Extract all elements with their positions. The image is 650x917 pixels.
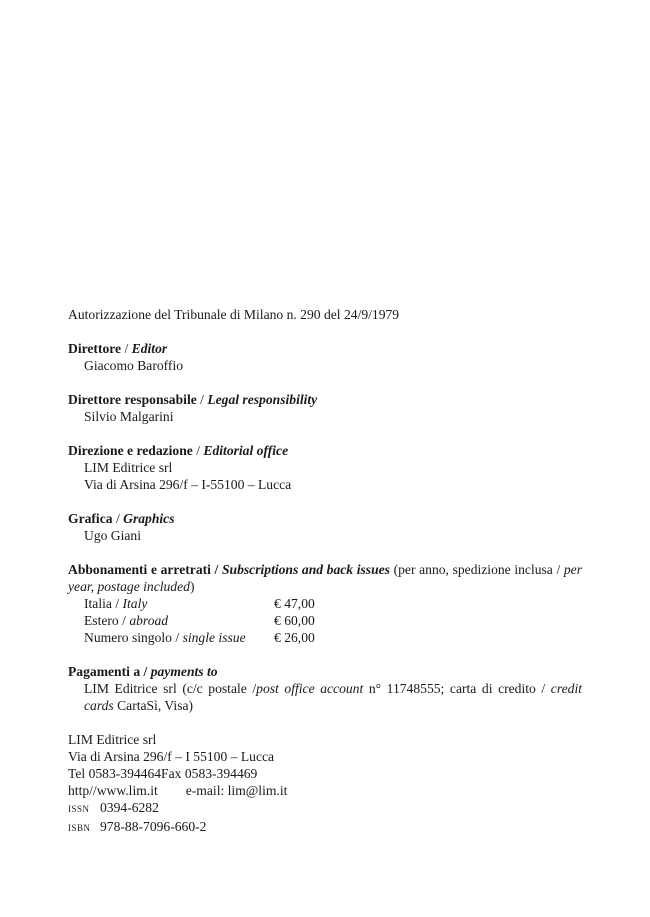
- isbn-label: ISBN: [68, 823, 91, 833]
- graphics-name: Ugo Giani: [84, 528, 142, 543]
- publisher-contacts: [68, 782, 582, 799]
- office-label-it: Direzione e redazione: [68, 443, 193, 458]
- issn-line: [68, 799, 582, 818]
- payments-text-d: credit cards: [84, 681, 582, 713]
- graphics-label-it: Grafica: [68, 511, 113, 526]
- isbn-value: 978-88-7096-660-2: [100, 819, 207, 834]
- price-row-single-issue: [68, 629, 582, 646]
- price-row-italy: [68, 595, 582, 612]
- office-sep: /: [192, 443, 204, 458]
- office-heading: [68, 442, 582, 459]
- graphics-heading: [68, 510, 582, 527]
- publisher-name: LIM Editrice srl: [68, 732, 157, 747]
- price-label-en: abroad: [129, 613, 169, 628]
- issn-label: ISSN: [68, 804, 90, 814]
- director-heading: [68, 340, 582, 357]
- publisher-email-link[interactable]: e-mail: lim@lim.it: [185, 783, 288, 798]
- price-label-it: Numero singolo /: [84, 630, 183, 645]
- payments-text-b: post office account: [256, 681, 364, 696]
- subscriptions-note-it: (per anno, spedizione inclusa /: [389, 562, 564, 577]
- price-label-it: Estero /: [84, 613, 130, 628]
- payments-details: [68, 680, 582, 714]
- issn-value: 0394-6282: [100, 800, 159, 815]
- office-line2: Via di Arsina 296/f – I-55100 – Lucca: [84, 477, 292, 492]
- subscriptions-label-it: Abbonamenti e arretrati /: [68, 562, 219, 577]
- director-label-it: Direttore: [68, 341, 122, 356]
- subscriptions-note-close: ): [189, 579, 195, 594]
- price-value: € 47,00: [274, 596, 315, 611]
- payments-label-en: payments to: [150, 664, 218, 679]
- payments-text-e: CartaSì, Visa): [113, 698, 194, 713]
- payments-text-c: n° 11748555; carta di credito /: [363, 681, 551, 696]
- publisher-phone: Tel 0583-394464Fax 0583-394469: [68, 766, 258, 781]
- responsible-heading: [68, 391, 582, 408]
- subscriptions-note-en: per year, postage included: [68, 562, 582, 594]
- publisher-web-link[interactable]: http//www.lim.it: [68, 783, 158, 798]
- price-value: € 26,00: [274, 630, 315, 645]
- graphics-sep: /: [112, 511, 124, 526]
- colophon-content: [68, 306, 582, 837]
- authorization-text: Autorizzazione del Tribunale di Milano n. 290 del 24/9/1979: [68, 307, 400, 322]
- publisher-address: Via di Arsina 296/f – I 55100 – Lucca: [68, 749, 275, 764]
- payments-label-it: Pagamenti a /: [68, 664, 148, 679]
- responsible-label-it: Direttore responsabile: [68, 392, 197, 407]
- office-line1: LIM Editrice srl: [84, 460, 173, 475]
- price-row-abroad: [68, 612, 582, 629]
- subscriptions-label-en: Subscriptions and back issues: [221, 562, 390, 577]
- isbn-line: [68, 818, 582, 837]
- price-label-en: single issue: [182, 630, 246, 645]
- price-label-it: Italia /: [84, 596, 123, 611]
- payments-text-a: LIM Editrice srl (c/c postale /: [84, 681, 257, 696]
- price-label-en: Italy: [122, 596, 148, 611]
- director-name: Giacomo Baroffio: [84, 358, 184, 373]
- responsible-name: Silvio Malgarini: [84, 409, 174, 424]
- office-label-en: Editorial office: [203, 443, 289, 458]
- graphics-label-en: Graphics: [123, 511, 175, 526]
- responsible-sep: /: [196, 392, 208, 407]
- payments-heading: [68, 663, 582, 680]
- director-sep: /: [121, 341, 132, 356]
- director-label-en: Editor: [131, 341, 168, 356]
- responsible-label-en: Legal responsibility: [207, 392, 318, 407]
- price-value: € 60,00: [274, 613, 315, 628]
- subscriptions-heading: [68, 561, 582, 595]
